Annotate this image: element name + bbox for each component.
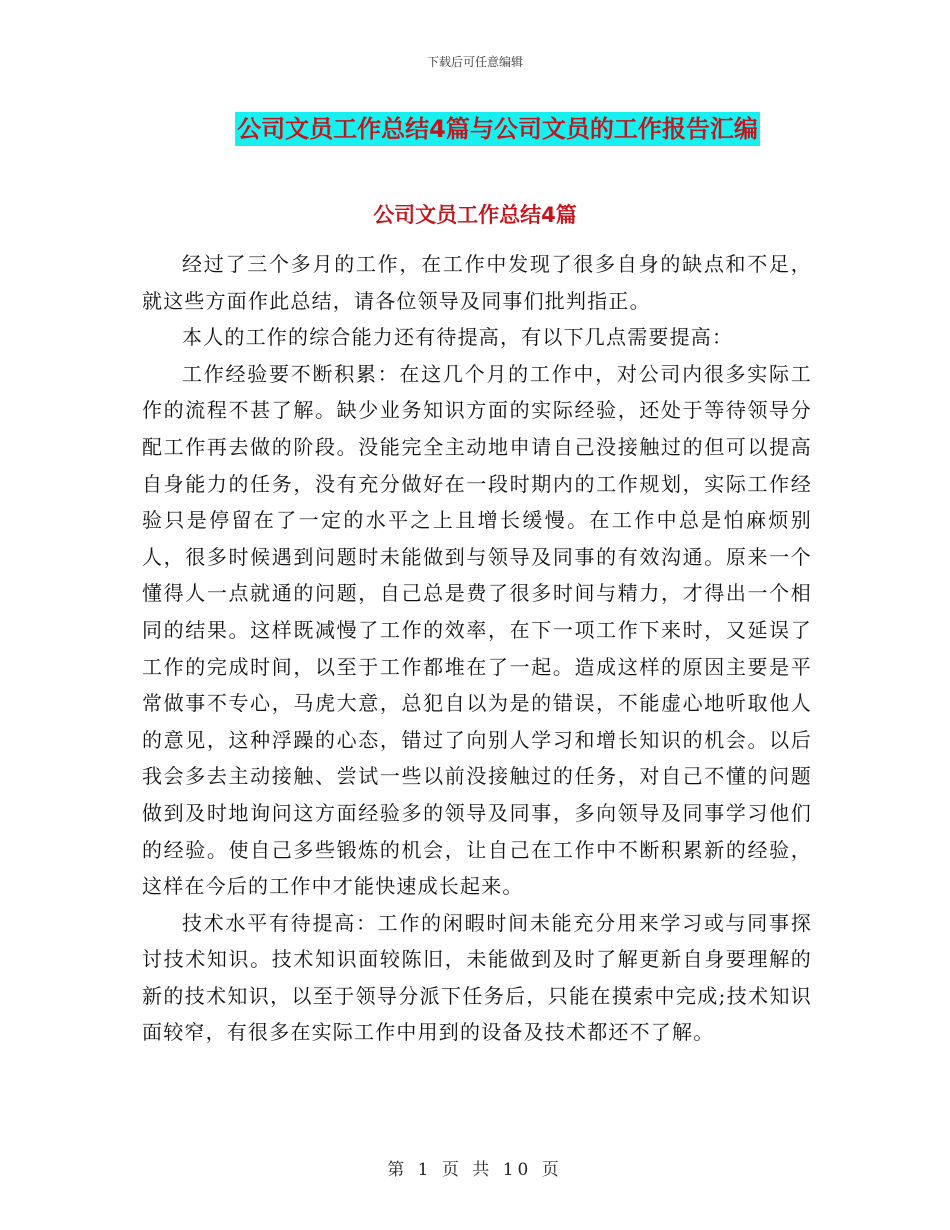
page-number-footer: 第 1 页 共 10 页 [387, 1160, 563, 1180]
main-title: 公司文员工作总结4篇与公司文员的工作报告汇编 [235, 112, 760, 146]
paragraph-2: 本人的工作的综合能力还有待提高，有以下几点需要提高： [182, 325, 734, 350]
header-note: 下载后可任意编辑 [426, 55, 523, 69]
section-title: 公司文员工作总结4篇 [373, 203, 577, 227]
body-text [142, 246, 812, 1051]
main-title-container [0, 112, 950, 146]
paragraph-1: 经过了三个多月的工作，在工作中发现了很多自身的缺点和不足，就这些方面作此总结，请各位领导及同事们批判指正。 [142, 252, 812, 313]
paragraph-4: 技术水平有待提高：工作的闲暇时间未能充分用来学习或与同事探讨技术知识。技术知识面较陈旧，未能做到及时了解更新自身要理解的新的技术知识，以至于领导分派下任务后，只能在摸索中完成;技术知识面较窄，有很多在实际工作中用到的设备及技术都还不了解。 [142, 910, 812, 1045]
paragraph-3: 工作经验要不断积累：在这几个月的工作中，对公司内很多实际工作的流程不甚了解。缺少业务知识方面的实际经验，还处于等待领导分配工作再去做的阶段。没能完全主动地申请自己没接触过的但可以提高自身能力的任务，没有充分做好在一段时期内的工作规划，实际工作经验只是停留在了一定的水平之上且增长缓慢。在工作中总是怕麻烦别人，很多时候遇到问题时未能做到与领导及同事的有效沟通。原来一个懂得人一点就通的问题，自己总是费了很多时间与精力，才得出一个相同的结果。这样既减慢了工作的效率，在下一项工作下来时，又延误了工作的完成时间，以至于工作都堆在了一起。造成这样的原因主要是平常做事不专心，马虎大意，总犯自以为是的错误，不能虚心地听取他人的意见，这种浮躁的心态，错过了向别人学习和增长知识的机会。以后我会多去主动接触、尝试一些以前没接触过的任务，对自己不懂的问题做到及时地询问这方面经验多的领导及同事，多向领导及同事学习他们的经验。使自己多些锻炼的机会，让自己在工作中不断积累新的经验，这样在今后的工作中才能快速成长起来。 [142, 361, 812, 899]
